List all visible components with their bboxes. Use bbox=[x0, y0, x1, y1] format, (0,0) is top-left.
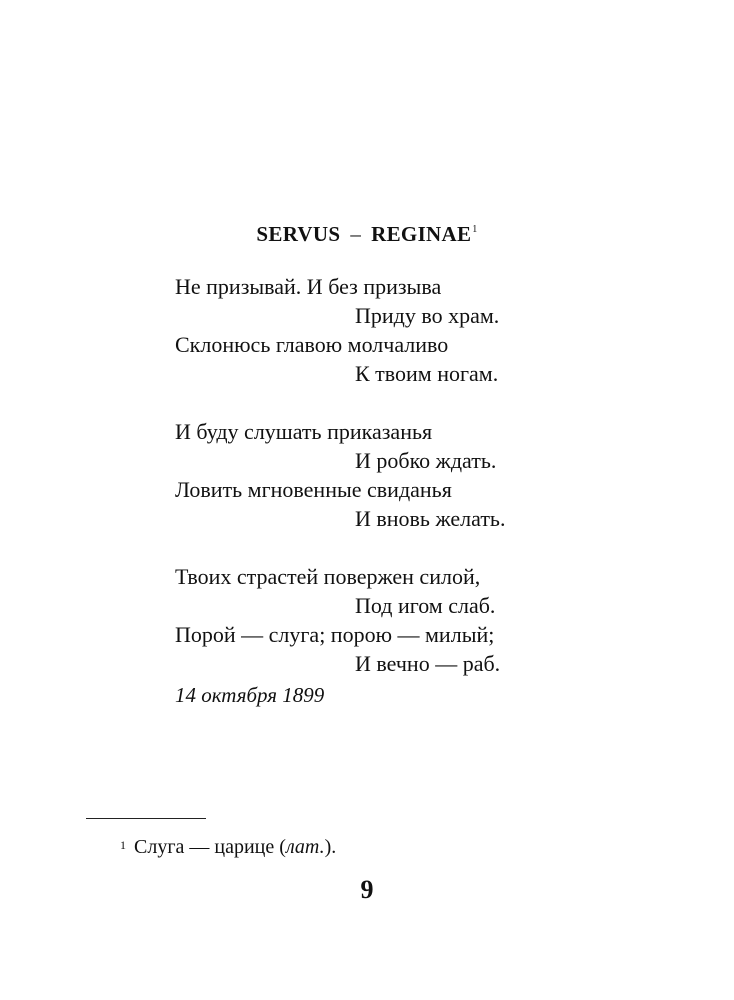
poem-line: И вновь желать. bbox=[355, 506, 506, 531]
poem-line: Приду во храм. bbox=[355, 303, 500, 328]
poem-title bbox=[0, 222, 734, 247]
stanza bbox=[175, 562, 675, 678]
footnote bbox=[120, 836, 336, 859]
footnote-mark: 1 bbox=[120, 838, 126, 852]
stanza bbox=[175, 272, 675, 388]
poem-line: К твоим ногам. bbox=[355, 361, 499, 386]
poem-line: И буду слушать приказанья bbox=[175, 419, 433, 444]
poem-line: Не призывай. И без призыва bbox=[175, 274, 442, 299]
footnote-lang: лат. bbox=[285, 836, 325, 858]
title-left: SERVUS bbox=[256, 222, 341, 246]
page-number: 9 bbox=[360, 875, 374, 904]
poem-line: И робко ждать. bbox=[355, 448, 497, 473]
poem-line: Твоих страстей повержен силой, bbox=[175, 564, 481, 589]
poem-line: Склонюсь главою молчаливо bbox=[175, 332, 449, 357]
title-footnote-mark[interactable]: 1 bbox=[472, 224, 478, 235]
poem-body bbox=[175, 272, 675, 707]
stanza bbox=[175, 417, 675, 533]
footnote-close: ). bbox=[324, 836, 337, 858]
title-dash: – bbox=[350, 222, 362, 246]
poem-line: Порой — слуга; порою — милый; bbox=[175, 622, 495, 647]
title-right: REGINAE bbox=[371, 222, 472, 246]
poem-date: 14 октября 1899 bbox=[175, 683, 325, 707]
poem-line: И вечно — раб. bbox=[355, 651, 501, 676]
footnote-divider bbox=[86, 818, 206, 819]
footnote-text: Слуга — царице ( bbox=[134, 836, 286, 858]
poem-line: Ловить мгновенные свиданья bbox=[175, 477, 452, 502]
poem-line: Под игом слаб. bbox=[355, 593, 496, 618]
